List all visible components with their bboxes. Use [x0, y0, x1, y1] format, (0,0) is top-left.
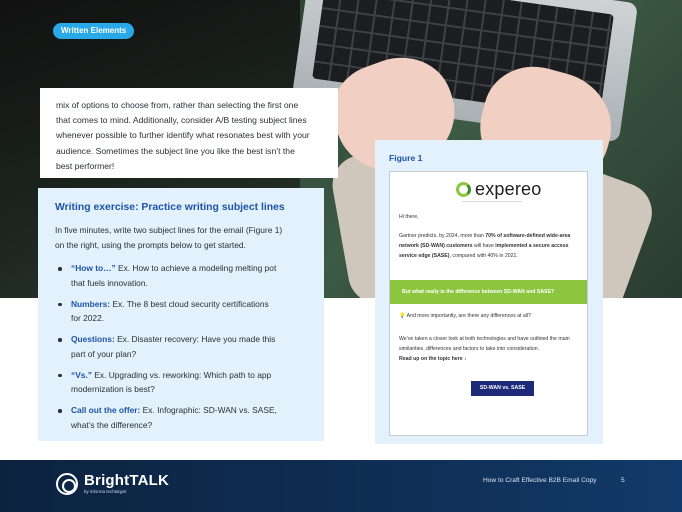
- lightbulb-icon: 💡: [399, 313, 406, 319]
- expereo-logo: expereo: [456, 179, 541, 199]
- logo-ring-icon: [456, 182, 471, 197]
- intro-paragraph: mix of options to choose from, rather than selecting the first one that comes to mind. Additionally, consider A/B testing subject lines whenever possible to further identify what resonates best with your audience. Sometimes the subject line you like the best isn’t the best performer!: [40, 88, 338, 178]
- bullet-icon: [58, 267, 62, 271]
- figure-label: Figure 1: [389, 153, 423, 163]
- list-item: “Vs.” Ex. Upgrading vs. reworking: Which path to app modernization is best?: [55, 368, 310, 397]
- writing-exercise-box: [38, 188, 324, 441]
- email-greeting: Hi there,: [399, 214, 419, 220]
- email-paragraph: 💡 And more importantly, are there any differences at all?: [399, 313, 531, 319]
- list-item: Questions: Ex. Disaster recovery: Have you made this part of your plan?: [55, 332, 310, 361]
- bullet-icon: [58, 374, 62, 378]
- footer: [0, 460, 682, 512]
- list-item: “How to…” Ex. How to achieve a modeling melting pot that fuels innovation.: [55, 261, 310, 290]
- bullet-icon: [58, 338, 62, 342]
- bullet-icon: [58, 303, 62, 307]
- list-item: Numbers: Ex. The 8 best cloud security certifications for 2022.: [55, 297, 310, 326]
- bullet-icon: [58, 409, 62, 413]
- document-title: How to Craft Effective B2B Email Copy: [483, 477, 597, 484]
- page-number: 5: [621, 477, 625, 484]
- email-paragraph: We’ve taken a closer look at both technologies and have outlined the main similarities, differences and factors to take into consideration. Read up on the topic here ↓: [399, 336, 570, 362]
- brighttalk-icon: [56, 473, 78, 495]
- email-paragraph: Gartner predicts, by 2024, more than 70% of software-defined wide-area network (SD-WAN) customers will have implemented a secure access service edge (SASE), compared with 40% in 2021.: [399, 233, 571, 259]
- section-tag: Written Elements: [53, 23, 134, 39]
- figure-panel: [375, 140, 603, 444]
- exercise-heading: Writing exercise: Practice writing subject lines: [55, 202, 285, 213]
- email-example: [389, 171, 588, 436]
- cta-button[interactable]: SD-WAN vs. SASE: [471, 381, 534, 396]
- exercise-lead: In five minutes, write two subject lines for the email (Figure 1) on the right, using the prompts below to get started.: [55, 225, 283, 250]
- list-item: Call out the offer: Ex. Infographic: SD-WAN vs. SASE, what’s the difference?: [55, 403, 310, 432]
- brighttalk-logo: BrightTALK by informa techtarget: [56, 473, 169, 495]
- divider: [462, 201, 522, 202]
- prompt-list: [55, 261, 310, 432]
- email-highlight-band: But what really is the difference between SD-WAN and SASE?: [390, 280, 587, 304]
